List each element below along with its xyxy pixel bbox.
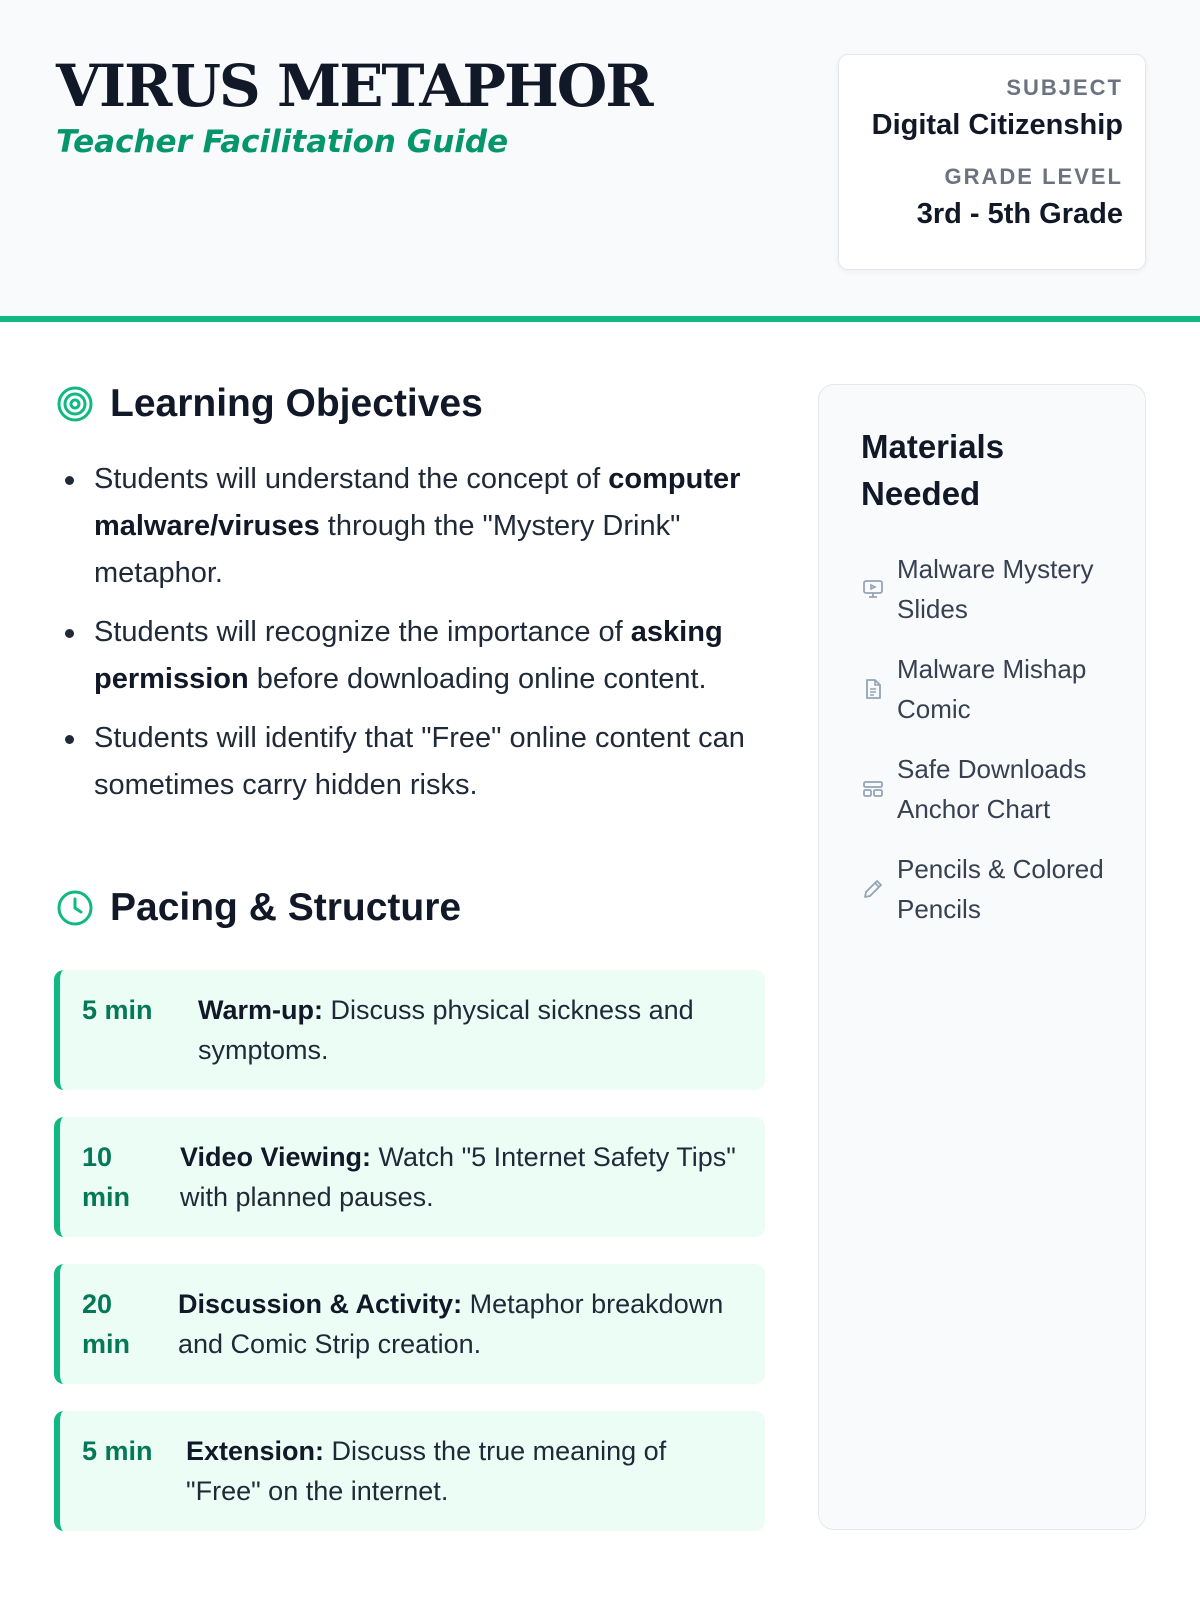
subject-value: Digital Citizenship bbox=[871, 109, 1123, 141]
material-item bbox=[861, 749, 1121, 829]
material-label: Malware Mystery Slides bbox=[897, 554, 1094, 624]
pacing-step-warmup bbox=[54, 970, 765, 1090]
list-item: Students will understand the concept of computer malware/viruses through the "Mystery Drink" metaphor. bbox=[56, 456, 776, 597]
subject-label: SUBJECT bbox=[1006, 75, 1123, 100]
pacing-heading bbox=[56, 886, 461, 930]
pencil-icon bbox=[861, 877, 885, 901]
objectives-heading bbox=[56, 382, 483, 426]
grade-label: GRADE LEVEL bbox=[944, 164, 1123, 189]
material-item bbox=[861, 649, 1121, 729]
objectives-list bbox=[56, 456, 776, 821]
page-header bbox=[0, 0, 1200, 322]
step-description: Extension: Discuss the true meaning of "Free" on the internet. bbox=[186, 1436, 667, 1506]
step-time: 10 min bbox=[82, 1142, 131, 1212]
step-description: Video Viewing: Watch "5 Internet Safety Tips" with planned pauses. bbox=[180, 1142, 736, 1212]
pacing-title: Pacing & Structure bbox=[110, 886, 462, 929]
material-item bbox=[861, 549, 1121, 629]
step-time: 5 min bbox=[82, 995, 153, 1025]
material-label: Pencils & Colored Pencils bbox=[897, 854, 1104, 924]
materials-title: Materials Needed bbox=[861, 428, 1005, 512]
pacing-step-extension bbox=[54, 1411, 765, 1531]
list-item: Students will identify that "Free" online content can sometimes carry hidden risks. bbox=[56, 715, 776, 809]
lesson-meta-card bbox=[838, 54, 1146, 270]
material-label: Safe Downloads Anchor Chart bbox=[897, 754, 1087, 824]
page-subtitle: Teacher Facilitation Guide bbox=[56, 124, 509, 160]
pacing-step-video bbox=[54, 1117, 765, 1237]
list-item: Students will recognize the importance of asking permission before downloading online content. bbox=[56, 609, 776, 703]
objectives-title: Learning Objectives bbox=[110, 382, 483, 425]
materials-panel bbox=[818, 384, 1146, 1530]
page-title: VIRUS METAPHOR bbox=[56, 52, 652, 120]
material-label: Malware Mishap Comic bbox=[897, 654, 1087, 724]
grade-value: 3rd - 5th Grade bbox=[916, 198, 1123, 230]
step-description: Discussion & Activity: Metaphor breakdown and Comic Strip creation. bbox=[178, 1289, 724, 1359]
target-icon bbox=[56, 385, 94, 423]
clock-icon bbox=[56, 889, 94, 927]
step-time: 5 min bbox=[82, 1436, 153, 1466]
material-item bbox=[861, 849, 1121, 929]
step-description: Warm-up: Discuss physical sickness and symptoms. bbox=[198, 995, 694, 1065]
step-time: 20 min bbox=[82, 1289, 131, 1359]
chart-layout-icon bbox=[861, 777, 885, 801]
document-icon bbox=[861, 677, 885, 701]
pacing-step-activity bbox=[54, 1264, 765, 1384]
presentation-icon bbox=[861, 577, 885, 601]
